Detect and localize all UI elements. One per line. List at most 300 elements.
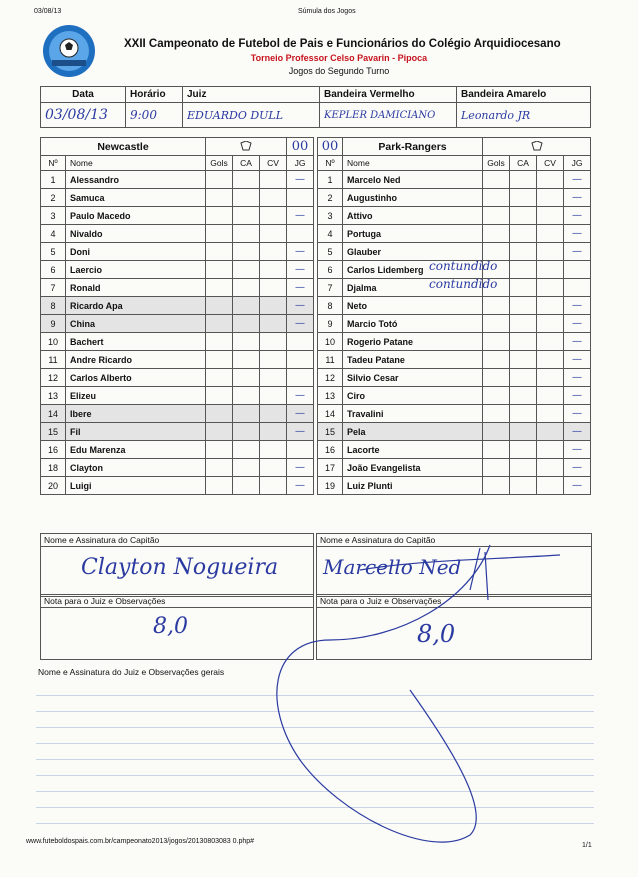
red-card-cell (260, 405, 287, 423)
col-num: Nº (318, 156, 343, 171)
player-name: Neto (343, 297, 483, 315)
yellow-card-cell (233, 207, 260, 225)
goals-cell (483, 405, 510, 423)
played-cell (287, 243, 314, 261)
played-mark: — (295, 246, 305, 257)
col-cv: CV (260, 156, 287, 171)
played-mark: — (572, 354, 582, 365)
played-cell (287, 405, 314, 423)
red-card-cell (537, 297, 564, 315)
footer-url[interactable]: www.futeboldospais.com.br/campeonato2013/jogos/20130803083 0.php# (26, 838, 255, 845)
player-number: 18 (41, 459, 66, 477)
played-mark: — (572, 444, 582, 455)
player-number: 10 (41, 333, 66, 351)
event-subtitle: Torneio Professor Celso Pavarin - Pipoca (250, 53, 428, 63)
player-number: 12 (318, 369, 343, 387)
player-name: Ibere (66, 405, 206, 423)
played-cell (287, 441, 314, 459)
player-row (41, 441, 314, 459)
player-number: 6 (41, 261, 66, 279)
played-cell (564, 207, 591, 225)
player-name: Marcelo Ned (343, 171, 483, 189)
player-row (41, 423, 314, 441)
red-card-cell (260, 279, 287, 297)
goals-cell (206, 387, 233, 405)
col-jg: JG (564, 156, 591, 171)
goals-cell (206, 171, 233, 189)
flag-yellow-header: Bandeira Amarelo (457, 87, 591, 103)
player-number: 16 (41, 441, 66, 459)
player-number: 10 (318, 333, 343, 351)
player-row (318, 315, 591, 333)
played-cell (564, 369, 591, 387)
played-cell (564, 387, 591, 405)
yellow-card-cell (510, 315, 537, 333)
player-row (318, 225, 591, 243)
away-score: 00 (318, 138, 343, 156)
goals-cell (206, 441, 233, 459)
red-card-cell (260, 441, 287, 459)
date-value: 03/08/13 (41, 103, 126, 128)
player-row (318, 171, 591, 189)
away-team-name: Park-Rangers (343, 138, 483, 156)
player-name: Carlos Alberto (66, 369, 206, 387)
player-number: 7 (318, 279, 343, 297)
red-card-cell (537, 477, 564, 495)
player-row (318, 423, 591, 441)
played-cell (287, 189, 314, 207)
referee-value: EDUARDO DULL (183, 103, 320, 128)
played-mark: — (572, 462, 582, 473)
played-mark: — (572, 210, 582, 221)
played-cell (564, 261, 591, 279)
red-card-cell (260, 477, 287, 495)
player-name: João Evangelista (343, 459, 483, 477)
goals-cell (206, 477, 233, 495)
col-ca: CA (233, 156, 260, 171)
player-name: Samuca (66, 189, 206, 207)
player-name: Edu Marenza (66, 441, 206, 459)
away-notes-label: Nota para o Juiz e Observações (317, 595, 591, 608)
player-number: 1 (318, 171, 343, 189)
player-name: Luiz Plunti (343, 477, 483, 495)
goals-cell (206, 351, 233, 369)
home-captain-label: Nome e Assinatura do Capitão (41, 534, 313, 547)
player-name: Fil (66, 423, 206, 441)
played-cell (564, 225, 591, 243)
yellow-card-cell (510, 243, 537, 261)
date-header: Data (41, 87, 126, 103)
goals-cell (483, 315, 510, 333)
red-card-cell (537, 243, 564, 261)
red-card-cell (537, 423, 564, 441)
player-number: 1 (41, 171, 66, 189)
yellow-card-cell (233, 477, 260, 495)
player-row (41, 225, 314, 243)
player-row (41, 189, 314, 207)
yellow-card-cell (510, 423, 537, 441)
home-team-block (40, 137, 314, 495)
red-card-cell (260, 369, 287, 387)
goals-cell (483, 333, 510, 351)
yellow-card-cell (233, 243, 260, 261)
played-cell (564, 477, 591, 495)
played-mark: — (295, 462, 305, 473)
red-card-cell (260, 297, 287, 315)
yellow-card-cell (510, 297, 537, 315)
player-number: 4 (41, 225, 66, 243)
player-row (318, 351, 591, 369)
player-name: Paulo Macedo (66, 207, 206, 225)
yellow-card-cell (510, 405, 537, 423)
played-mark: — (295, 408, 305, 419)
time-value: 9:00 (126, 103, 183, 128)
player-number: 3 (318, 207, 343, 225)
player-row (318, 405, 591, 423)
red-card-cell (537, 261, 564, 279)
player-number: 5 (318, 243, 343, 261)
played-mark: — (572, 174, 582, 185)
player-number: 2 (41, 189, 66, 207)
played-cell (564, 423, 591, 441)
flag-yellow-value: Leonardo JR (457, 103, 591, 128)
played-mark: — (572, 318, 582, 329)
player-name: Portuga (343, 225, 483, 243)
played-cell (287, 423, 314, 441)
red-card-cell (260, 171, 287, 189)
played-mark: — (572, 228, 582, 239)
away-captain-label: Nome e Assinatura do Capitão (317, 534, 591, 547)
player-number: 4 (318, 225, 343, 243)
col-goals: Gols (206, 156, 233, 171)
played-mark: — (295, 210, 305, 221)
player-row (41, 405, 314, 423)
played-mark: — (572, 480, 582, 491)
player-number: 20 (41, 477, 66, 495)
player-name: Doni (66, 243, 206, 261)
red-card-cell (537, 351, 564, 369)
played-mark: — (295, 282, 305, 293)
goals-cell (206, 423, 233, 441)
player-row (41, 171, 314, 189)
home-notes-box (40, 594, 314, 660)
yellow-card-cell (233, 441, 260, 459)
player-name: Nivaldo (66, 225, 206, 243)
goals-cell (483, 351, 510, 369)
goals-cell (483, 369, 510, 387)
red-card-cell (260, 189, 287, 207)
played-mark: — (572, 336, 582, 347)
player-row (318, 441, 591, 459)
col-jg: JG (287, 156, 314, 171)
yellow-card-cell (510, 351, 537, 369)
goals-cell (483, 423, 510, 441)
red-card-cell (537, 405, 564, 423)
col-cv: CV (537, 156, 564, 171)
played-mark: — (572, 192, 582, 203)
played-cell (287, 225, 314, 243)
goals-cell (483, 459, 510, 477)
player-row (41, 279, 314, 297)
player-row (318, 207, 591, 225)
goals-cell (206, 279, 233, 297)
played-cell (287, 207, 314, 225)
played-cell (564, 279, 591, 297)
player-row (41, 297, 314, 315)
goals-cell (483, 441, 510, 459)
yellow-card-cell (510, 279, 537, 297)
played-cell (287, 369, 314, 387)
col-goals: Gols (483, 156, 510, 171)
event-title: XXII Campeonato de Futebol de Pais e Funcionários do Colégio Arquidiocesano (124, 38, 561, 50)
event-phase: Jogos do Segundo Turno (288, 66, 390, 76)
played-cell (287, 261, 314, 279)
player-number: 8 (318, 297, 343, 315)
player-name: Luigi (66, 477, 206, 495)
red-card-cell (537, 387, 564, 405)
red-card-cell (537, 441, 564, 459)
player-number: 5 (41, 243, 66, 261)
yellow-card-cell (233, 279, 260, 297)
yellow-card-cell (510, 369, 537, 387)
red-card-cell (260, 387, 287, 405)
home-team-name: Newcastle (41, 138, 206, 156)
player-name: Attivo (343, 207, 483, 225)
player-number: 15 (318, 423, 343, 441)
yellow-card-cell (233, 333, 260, 351)
player-row (318, 333, 591, 351)
player-number: 11 (41, 351, 66, 369)
yellow-card-cell (233, 423, 260, 441)
player-row (41, 369, 314, 387)
col-name: Nome (66, 156, 206, 171)
player-number: 17 (318, 459, 343, 477)
player-name: Laercio (66, 261, 206, 279)
goals-cell (483, 207, 510, 225)
red-card-cell (537, 189, 564, 207)
player-number: 14 (318, 405, 343, 423)
player-number: 16 (318, 441, 343, 459)
played-cell (564, 405, 591, 423)
yellow-card-cell (233, 387, 260, 405)
yellow-card-cell (510, 333, 537, 351)
player-number: 15 (41, 423, 66, 441)
yellow-card-cell (233, 171, 260, 189)
red-card-cell (260, 423, 287, 441)
player-number: 9 (318, 315, 343, 333)
yellow-card-cell (233, 297, 260, 315)
player-number: 11 (318, 351, 343, 369)
yellow-card-cell (510, 459, 537, 477)
red-card-cell (260, 243, 287, 261)
played-mark: — (295, 300, 305, 311)
away-captain-box (316, 533, 592, 597)
goals-cell (206, 333, 233, 351)
yellow-card-cell (233, 351, 260, 369)
player-name: Glauber (343, 243, 483, 261)
played-mark: — (572, 426, 582, 437)
goals-cell (483, 171, 510, 189)
goals-cell (483, 189, 510, 207)
goals-cell (483, 387, 510, 405)
played-mark: — (572, 390, 582, 401)
player-note: contundido (429, 277, 498, 291)
player-number: 12 (41, 369, 66, 387)
player-row (318, 387, 591, 405)
goals-cell (206, 369, 233, 387)
yellow-card-cell (510, 387, 537, 405)
match-info-table (40, 86, 591, 128)
goals-cell (483, 243, 510, 261)
yellow-card-cell (510, 441, 537, 459)
player-row (318, 243, 591, 261)
away-note-value: 8,0 (417, 620, 456, 648)
player-row (318, 189, 591, 207)
yellow-card-cell (233, 261, 260, 279)
yellow-card-cell (510, 207, 537, 225)
player-number: 14 (41, 405, 66, 423)
red-card-cell (537, 279, 564, 297)
yellow-card-cell (510, 171, 537, 189)
player-name: Djalma contundido (343, 279, 483, 297)
player-name: Alessandro (66, 171, 206, 189)
goals-cell (206, 243, 233, 261)
player-name: Pela (343, 423, 483, 441)
player-row (318, 459, 591, 477)
red-card-cell (537, 333, 564, 351)
played-cell (564, 351, 591, 369)
red-card-cell (260, 261, 287, 279)
played-cell (287, 315, 314, 333)
played-mark: — (572, 408, 582, 419)
player-number: 7 (41, 279, 66, 297)
home-notes-label: Nota para o Juiz e Observações (41, 595, 313, 608)
yellow-card-cell (233, 459, 260, 477)
referee-header: Juiz (183, 87, 320, 103)
played-mark: — (295, 174, 305, 185)
played-mark: — (295, 480, 305, 491)
player-name: Elizeu (66, 387, 206, 405)
home-score: 00 (287, 138, 314, 156)
player-row (41, 477, 314, 495)
player-name: Travalini (343, 405, 483, 423)
home-note-value: 8,0 (153, 614, 188, 639)
col-name: Nome (343, 156, 483, 171)
player-row (41, 459, 314, 477)
played-mark: — (572, 246, 582, 257)
player-row (318, 279, 591, 297)
player-name: Marcio Totó (343, 315, 483, 333)
home-captain-box (40, 533, 314, 597)
played-mark: — (295, 264, 305, 275)
yellow-card-cell (233, 369, 260, 387)
red-card-cell (260, 207, 287, 225)
goals-cell (206, 297, 233, 315)
player-number: 13 (41, 387, 66, 405)
played-cell (564, 297, 591, 315)
played-cell (564, 243, 591, 261)
red-card-cell (537, 315, 564, 333)
red-card-cell (537, 459, 564, 477)
played-cell (564, 441, 591, 459)
player-name: Clayton (66, 459, 206, 477)
col-ca: CA (510, 156, 537, 171)
goals-cell (483, 297, 510, 315)
played-mark: — (295, 318, 305, 329)
player-name: Ronald (66, 279, 206, 297)
ruled-lines (36, 680, 594, 825)
player-name: Ciro (343, 387, 483, 405)
print-page-title: Súmula dos Jogos (298, 8, 356, 15)
player-number: 3 (41, 207, 66, 225)
player-row (41, 351, 314, 369)
goals-cell (483, 225, 510, 243)
goals-cell (206, 207, 233, 225)
home-team-crest-icon (206, 138, 287, 156)
played-cell (287, 297, 314, 315)
played-cell (564, 333, 591, 351)
player-row (318, 297, 591, 315)
general-label: Nome e Assinatura do Juiz e Observações gerais (38, 667, 225, 677)
red-card-cell (260, 315, 287, 333)
played-mark: — (572, 372, 582, 383)
goals-cell (206, 405, 233, 423)
goals-cell (206, 261, 233, 279)
col-num: Nº (41, 156, 66, 171)
red-card-cell (260, 333, 287, 351)
player-number: 8 (41, 297, 66, 315)
footer-page: 1/1 (582, 842, 592, 849)
player-name: Augustinho (343, 189, 483, 207)
red-card-cell (537, 225, 564, 243)
played-mark: — (572, 300, 582, 311)
goals-cell (206, 225, 233, 243)
player-name: Tadeu Patane (343, 351, 483, 369)
player-name: Lacorte (343, 441, 483, 459)
played-cell (287, 459, 314, 477)
player-number: 6 (318, 261, 343, 279)
player-name: Bachert (66, 333, 206, 351)
played-cell (287, 387, 314, 405)
yellow-card-cell (233, 189, 260, 207)
goals-cell (206, 315, 233, 333)
player-number: 19 (318, 477, 343, 495)
away-notes-box (316, 594, 592, 660)
played-cell (564, 315, 591, 333)
player-name: Ricardo Apa (66, 297, 206, 315)
player-row (41, 387, 314, 405)
away-team-block (317, 137, 591, 495)
player-number: 9 (41, 315, 66, 333)
player-name: Silvio Cesar (343, 369, 483, 387)
red-card-cell (260, 459, 287, 477)
player-row (41, 315, 314, 333)
goals-cell (206, 459, 233, 477)
player-number: 13 (318, 387, 343, 405)
red-card-cell (537, 369, 564, 387)
player-name: Rogerio Patane (343, 333, 483, 351)
flag-red-value: KEPLER DAMICIANO (320, 103, 457, 128)
yellow-card-cell (510, 189, 537, 207)
yellow-card-cell (233, 315, 260, 333)
yellow-card-cell (233, 405, 260, 423)
played-cell (564, 171, 591, 189)
player-row (41, 207, 314, 225)
yellow-card-cell (510, 261, 537, 279)
player-note: contundido (429, 259, 498, 273)
away-captain-signature: Marcello Ned (323, 555, 462, 579)
print-date: 03/08/13 (34, 8, 62, 15)
